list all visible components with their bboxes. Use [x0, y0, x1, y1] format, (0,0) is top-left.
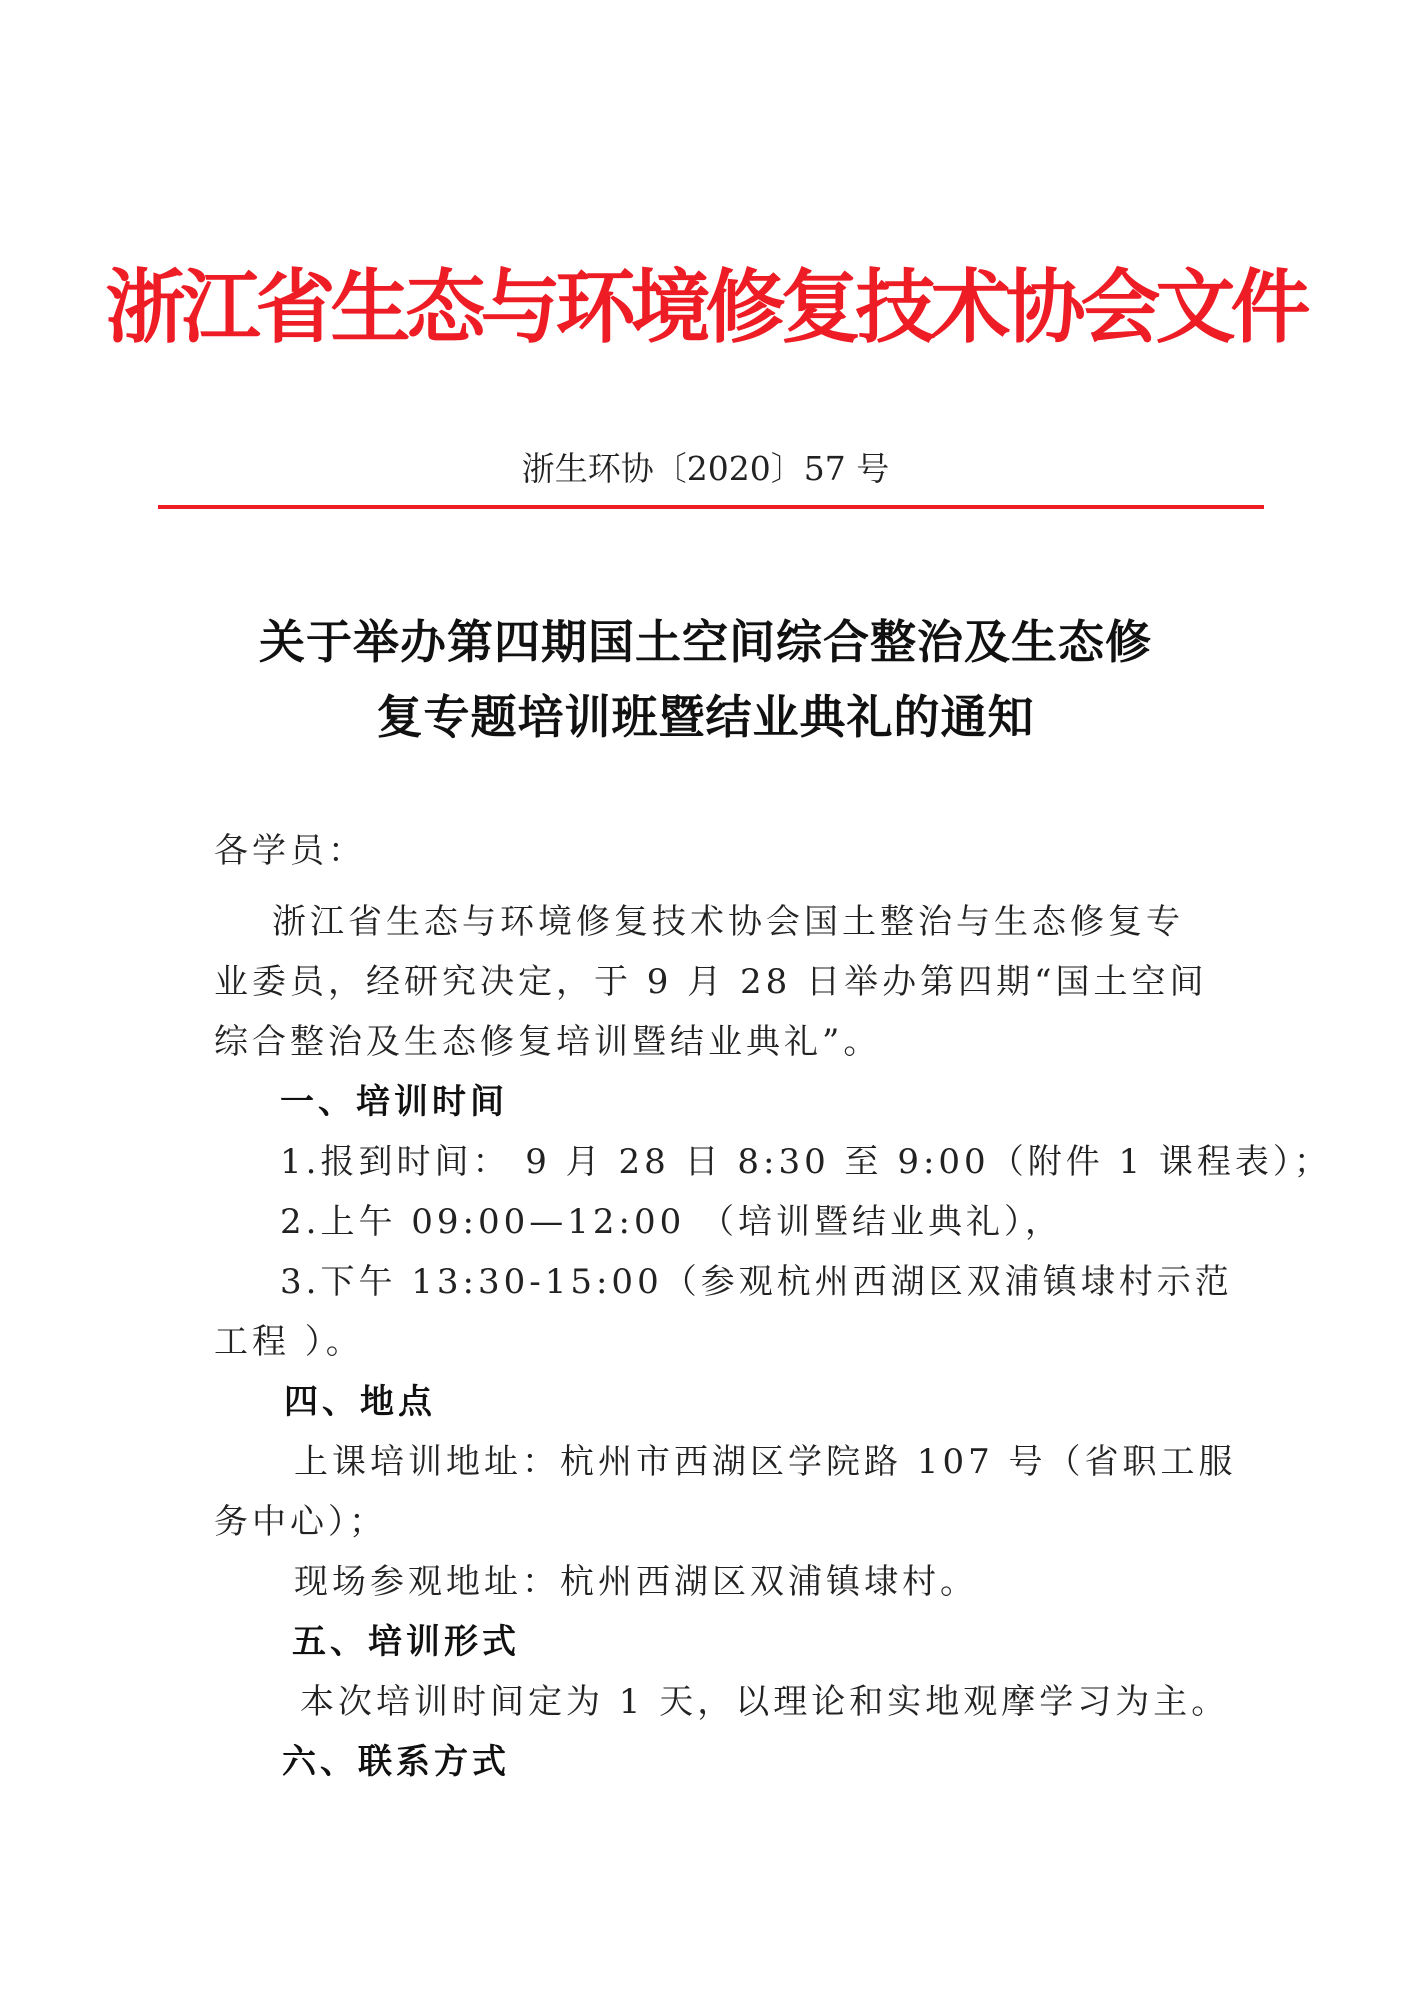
list-item: 3.下午 13:30-15:00（参观杭州西湖区双浦镇埭村示范 [280, 1262, 1233, 1302]
section-heading-training-format: 五、培训形式 [292, 1622, 520, 1662]
document-number: 浙生环协〔2020〕57 号 [521, 449, 890, 488]
issuer-title: 浙江省生态与环境修复技术协会文件 [105, 261, 1306, 354]
red-divider [158, 505, 1264, 509]
list-item: 1.报到时间： 9 月 28 日 8:30 至 9:00（附件 1 课程表）； [280, 1142, 1332, 1182]
intro-line: 业委员，经研究决定，于 9 月 28 日举办第四期“国土空间 [214, 962, 1208, 1002]
list-item: 2.上午 09:00—12:00 （培训暨结业典礼）， [280, 1202, 1064, 1242]
intro-line: 浙江省生态与环境修复技术协会国土整治与生态修复专 [272, 902, 1184, 942]
location-line: 务中心）； [214, 1502, 387, 1542]
salutation: 各学员： [214, 831, 366, 871]
section-heading-contact: 六、联系方式 [282, 1742, 510, 1782]
section-heading-training-time: 一、培训时间 [280, 1082, 508, 1122]
list-item: 工程 ）。 [214, 1322, 364, 1362]
location-line: 现场参观地址：杭州西湖区双浦镇埭村。 [294, 1562, 978, 1602]
section-heading-location: 四、地点 [284, 1382, 436, 1422]
intro-line: 综合整治及生态修复培训暨结业典礼”。 [214, 1022, 882, 1062]
location-line: 上课培训地址：杭州市西湖区学院路 107 号（省职工服 [294, 1442, 1237, 1482]
notice-title-line-1: 关于举办第四期国土空间综合整治及生态修 [259, 615, 1152, 669]
notice-title-line-2: 复专题培训班暨结业典礼的通知 [376, 690, 1035, 744]
format-line: 本次培训时间定为 1 天，以理论和实地观摩学习为主。 [300, 1682, 1230, 1722]
